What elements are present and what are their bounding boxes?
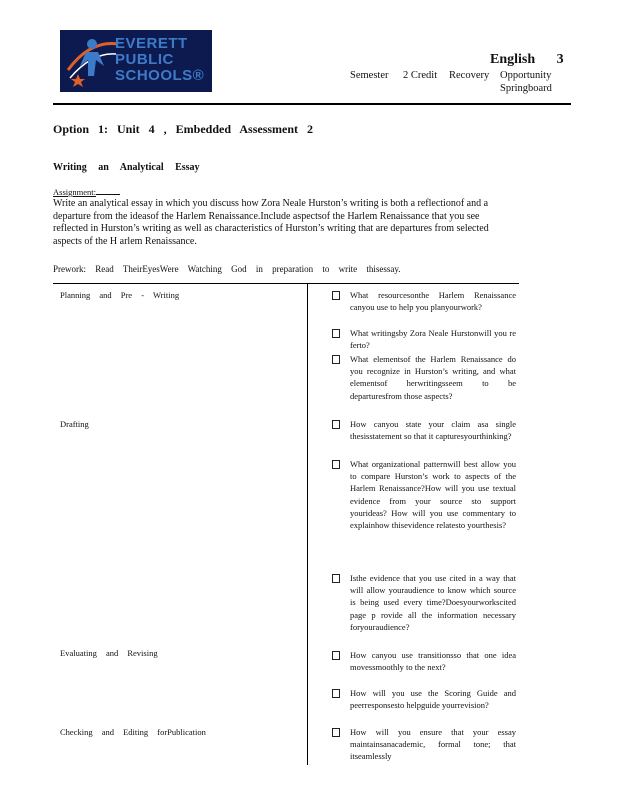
stage-checking: Checking and Editing forPublication	[60, 727, 206, 737]
table-top-border	[53, 283, 519, 284]
course-title: English 3	[490, 52, 564, 67]
prework-line: Prework: Read TheirEyesWere Watching God in preparation to write thisessay.	[53, 264, 401, 274]
recovery-label: Recovery	[449, 70, 490, 81]
assignment-title: Writing an Analytical Essay	[53, 162, 200, 173]
school-logo	[60, 30, 212, 92]
star-figure-icon	[60, 30, 120, 92]
stage-evaluating: Evaluating and Revising	[60, 648, 158, 658]
checkbox-icon[interactable]	[332, 329, 340, 338]
assignment-label: Assignment:	[53, 187, 120, 197]
question-text: How will you use the Scoring Guide and peerresponsesto helpguide yourrevision?	[350, 688, 516, 711]
question-text: What writingsby Zora Neale Hurstonwill you re ferto?	[350, 328, 516, 351]
checkbox-icon[interactable]	[332, 355, 340, 364]
logo-line-3: SCHOOLS®	[115, 67, 205, 84]
checkbox-icon[interactable]	[332, 291, 340, 300]
stage-drafting: Drafting	[60, 419, 89, 429]
semester-label: Semester	[350, 70, 389, 81]
question-text: What organizational patternwill best allow you to compare Hurston’s work to aspects of the Harlem Renaissance?How will you use textual evidence from your source sto support yourideas? How will you use commentary to explainhow thisevidence relatesto yourthesis?	[350, 459, 516, 531]
credit-label: 2 Credit	[403, 70, 438, 81]
stage-planning: Planning and Pre - Writing	[60, 290, 180, 300]
checkbox-icon[interactable]	[332, 574, 340, 583]
question-text: How canyou use transitionsso that one idea movessmoothly to the next?	[350, 650, 516, 673]
checkbox-icon[interactable]	[332, 420, 340, 429]
option-heading: Option 1: Unit 4 , Embedded Assessment 2	[53, 122, 314, 136]
question-text: How will you ensure that your essay maintainsanacademic, formal tone; that itseamlessly	[350, 727, 516, 762]
question-text: Isthe evidence that you use cited in a way that will allow youraudience to know which source is being used every time?Doesyourworkscited page p rovide all the information necessary foryouraudience?	[350, 573, 516, 632]
header-divider	[53, 103, 571, 105]
logo-line-1: EVERETT	[115, 35, 188, 52]
checkbox-icon[interactable]	[332, 651, 340, 660]
checkbox-icon[interactable]	[332, 460, 340, 469]
logo-line-2: PUBLIC	[115, 51, 174, 68]
opportunity-label: Opportunity	[500, 70, 552, 81]
checkbox-icon[interactable]	[332, 689, 340, 698]
checkbox-icon[interactable]	[332, 728, 340, 737]
course-subtitle	[350, 69, 570, 97]
table-column-divider	[307, 283, 308, 765]
springboard-label: Springboard	[500, 83, 552, 94]
logo-wordmark	[115, 36, 204, 84]
question-text: What resourcesonthe Harlem Renaissance canyou use to help you planyourwork?	[350, 290, 516, 313]
question-text: How canyou state your claim asa single thesisstatement so that it capturesyourthinking?	[350, 419, 516, 442]
question-text: What elementsof the Harlem Renaissance do you recognize in Hurston’s writing, and what elementsof herwritingsseem to be departuresfrom those aspects?	[350, 354, 516, 401]
assignment-text: Write an analytical essay in which you discuss how Zora Neale Hurston’s writing is both a reflectionof and a departure from the ideasof the Harlem Renaissance.Include aspectsof the Harlem Renaissance that you see reflected in Hurston’s writing as well as characteristics of Hurston’s writing that are departures from selected aspects of the H arlem Renaissance.	[53, 198, 489, 247]
